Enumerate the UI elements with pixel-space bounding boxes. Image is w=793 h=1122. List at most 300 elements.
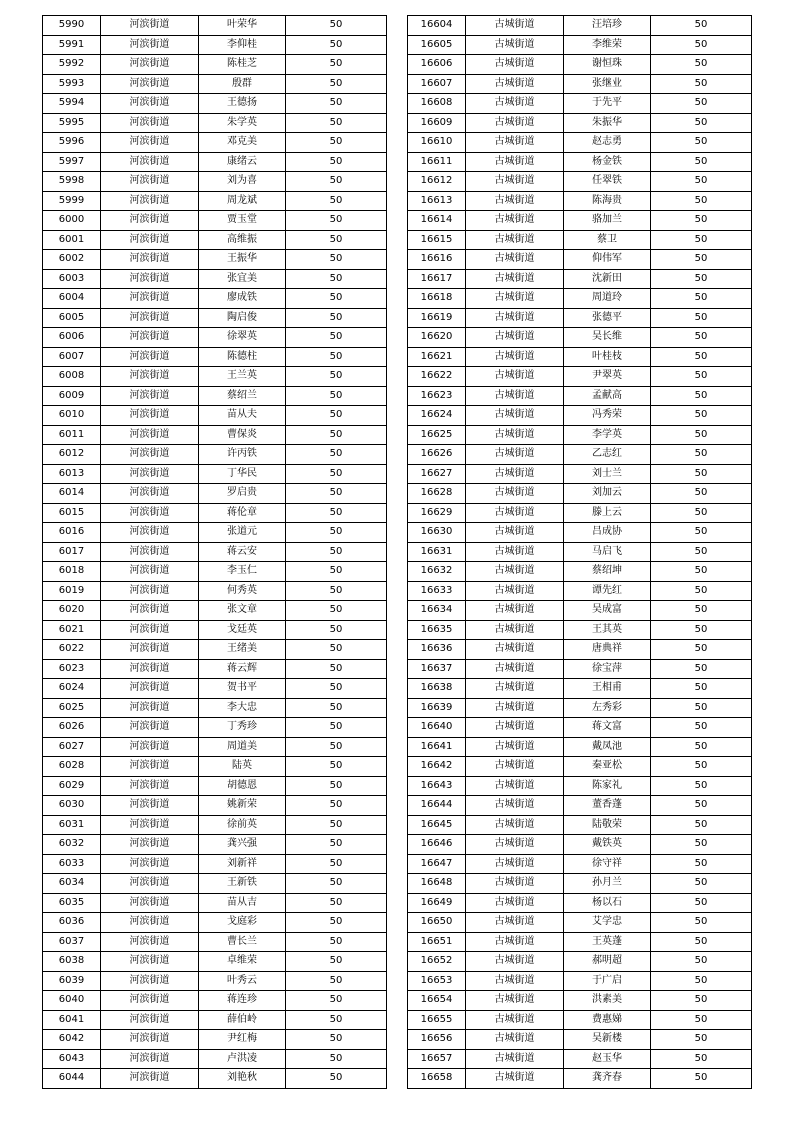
cell-street: 古城街道 [466,913,564,933]
cell-number: 6022 [43,640,101,660]
cell-street: 河滨街道 [101,16,199,36]
cell-name: 王其英 [564,620,651,640]
cell-amount: 50 [286,874,387,894]
cell-name: 骆加兰 [564,211,651,231]
cell-number: 6039 [43,971,101,991]
cell-amount: 50 [286,503,387,523]
cell-name: 许丙铁 [199,445,286,465]
table-row [408,737,752,757]
cell-amount: 50 [286,776,387,796]
cell-street: 古城街道 [466,952,564,972]
cell-amount: 50 [651,289,752,309]
cell-amount: 50 [286,406,387,426]
cell-number: 5999 [43,191,101,211]
table-row [43,640,387,660]
cell-name: 丁秀珍 [199,718,286,738]
cell-name: 陈家礼 [564,776,651,796]
cell-number: 16633 [408,581,466,601]
cell-name: 任翠铁 [564,172,651,192]
table-row [43,289,387,309]
cell-name: 徐前英 [199,815,286,835]
table-row [43,464,387,484]
table-row [43,16,387,36]
cell-name: 曹保炎 [199,425,286,445]
cell-amount: 50 [286,737,387,757]
cell-amount: 50 [651,1069,752,1089]
cell-number: 16636 [408,640,466,660]
cell-amount: 50 [286,74,387,94]
table-row [408,971,752,991]
cell-amount: 50 [651,230,752,250]
cell-name: 叶秀云 [199,971,286,991]
cell-street: 河滨街道 [101,1069,199,1089]
cell-amount: 50 [286,698,387,718]
cell-name: 何秀英 [199,581,286,601]
table-row [43,971,387,991]
cell-name: 叶桂枝 [564,347,651,367]
cell-street: 河滨街道 [101,230,199,250]
cell-number: 16658 [408,1069,466,1089]
cell-name: 吴成富 [564,601,651,621]
table-row [408,640,752,660]
cell-street: 河滨街道 [101,913,199,933]
cell-amount: 50 [286,991,387,1011]
cell-amount: 50 [651,542,752,562]
cell-number: 6021 [43,620,101,640]
cell-number: 6033 [43,854,101,874]
cell-name: 杨以石 [564,893,651,913]
cell-street: 河滨街道 [101,523,199,543]
cell-amount: 50 [651,893,752,913]
cell-number: 6044 [43,1069,101,1089]
cell-street: 河滨街道 [101,211,199,231]
cell-amount: 50 [286,835,387,855]
cell-amount: 50 [651,269,752,289]
cell-name: 龚兴强 [199,835,286,855]
cell-number: 16610 [408,133,466,153]
table-row [43,152,387,172]
cell-name: 张道元 [199,523,286,543]
cell-amount: 50 [286,1030,387,1050]
table-row [43,815,387,835]
cell-amount: 50 [286,250,387,270]
cell-amount: 50 [286,191,387,211]
cell-number: 6012 [43,445,101,465]
cell-name: 左秀彩 [564,698,651,718]
cell-street: 古城街道 [466,347,564,367]
cell-street: 古城街道 [466,601,564,621]
cell-name: 蒋伦章 [199,503,286,523]
cell-name: 吴新楼 [564,1030,651,1050]
cell-name: 马启飞 [564,542,651,562]
cell-name: 贾玉堂 [199,211,286,231]
cell-name: 谭先红 [564,581,651,601]
cell-street: 河滨街道 [101,581,199,601]
cell-amount: 50 [651,1010,752,1030]
cell-name: 蒋连珍 [199,991,286,1011]
cell-number: 16617 [408,269,466,289]
cell-name: 张宜美 [199,269,286,289]
cell-street: 河滨街道 [101,640,199,660]
cell-number: 16647 [408,854,466,874]
cell-number: 5997 [43,152,101,172]
cell-amount: 50 [286,932,387,952]
cell-amount: 50 [286,620,387,640]
cell-name: 张德平 [564,308,651,328]
cell-street: 河滨街道 [101,620,199,640]
table-row [408,230,752,250]
cell-number: 16630 [408,523,466,543]
cell-name: 艾学忠 [564,913,651,933]
table-row [408,55,752,75]
cell-name: 于先平 [564,94,651,114]
cell-number: 16627 [408,464,466,484]
table-row [43,562,387,582]
table-row [43,679,387,699]
cell-street: 古城街道 [466,425,564,445]
cell-name: 张文章 [199,601,286,621]
table-row [43,328,387,348]
cell-street: 河滨街道 [101,1010,199,1030]
cell-street: 河滨街道 [101,328,199,348]
cell-amount: 50 [286,796,387,816]
table-row [43,133,387,153]
cell-name: 孙月兰 [564,874,651,894]
cell-number: 16606 [408,55,466,75]
cell-street: 古城街道 [466,932,564,952]
cell-number: 6040 [43,991,101,1011]
cell-number: 5995 [43,113,101,133]
cell-amount: 50 [286,269,387,289]
cell-number: 6030 [43,796,101,816]
cell-number: 16624 [408,406,466,426]
cell-name: 徐宝萍 [564,659,651,679]
cell-number: 16644 [408,796,466,816]
cell-amount: 50 [286,952,387,972]
cell-number: 6011 [43,425,101,445]
cell-street: 河滨街道 [101,503,199,523]
cell-amount: 50 [286,640,387,660]
cell-amount: 50 [651,503,752,523]
cell-street: 古城街道 [466,854,564,874]
cell-number: 6036 [43,913,101,933]
table-row [43,932,387,952]
cell-amount: 50 [286,913,387,933]
cell-number: 16654 [408,991,466,1011]
cell-number: 16650 [408,913,466,933]
cell-amount: 50 [286,542,387,562]
cell-name: 王德扬 [199,94,286,114]
cell-name: 费惠娣 [564,1010,651,1030]
cell-street: 古城街道 [466,152,564,172]
cell-number: 6032 [43,835,101,855]
table-row [43,991,387,1011]
cell-name: 李大忠 [199,698,286,718]
cell-number: 16623 [408,386,466,406]
cell-number: 16632 [408,562,466,582]
cell-street: 河滨街道 [101,991,199,1011]
cell-number: 6002 [43,250,101,270]
cell-street: 古城街道 [466,406,564,426]
cell-street: 河滨街道 [101,776,199,796]
cell-name: 朱学英 [199,113,286,133]
cell-amount: 50 [286,328,387,348]
cell-street: 河滨街道 [101,796,199,816]
cell-amount: 50 [286,893,387,913]
table-row [408,679,752,699]
table-row [408,503,752,523]
cell-amount: 50 [286,971,387,991]
cell-amount: 50 [651,152,752,172]
cell-number: 5993 [43,74,101,94]
cell-amount: 50 [651,523,752,543]
cell-name: 冯秀荣 [564,406,651,426]
table-row [408,386,752,406]
cell-name: 王新铁 [199,874,286,894]
table-row [408,815,752,835]
cell-name: 蒋云辉 [199,659,286,679]
table-row [43,367,387,387]
cell-amount: 50 [286,386,387,406]
cell-number: 16605 [408,35,466,55]
cell-street: 古城街道 [466,503,564,523]
table-row [43,74,387,94]
cell-street: 河滨街道 [101,1030,199,1050]
cell-number: 5991 [43,35,101,55]
cell-name: 李学英 [564,425,651,445]
cell-number: 16652 [408,952,466,972]
cell-name: 戴铁英 [564,835,651,855]
cell-street: 古城街道 [466,211,564,231]
cell-street: 河滨街道 [101,289,199,309]
cell-amount: 50 [286,854,387,874]
table-row [43,757,387,777]
cell-name: 戴凤池 [564,737,651,757]
table-row [408,854,752,874]
cell-number: 16607 [408,74,466,94]
cell-amount: 50 [651,172,752,192]
cell-name: 吴长维 [564,328,651,348]
cell-street: 河滨街道 [101,172,199,192]
cell-amount: 50 [651,425,752,445]
table-row [43,952,387,972]
cell-amount: 50 [286,55,387,75]
cell-number: 5990 [43,16,101,36]
cell-amount: 50 [651,659,752,679]
cell-name: 曹长兰 [199,932,286,952]
cell-amount: 50 [651,620,752,640]
cell-amount: 50 [651,952,752,972]
cell-street: 古城街道 [466,737,564,757]
cell-number: 6014 [43,484,101,504]
cell-name: 邓克美 [199,133,286,153]
table-row [408,1069,752,1089]
cell-street: 河滨街道 [101,425,199,445]
cell-name: 叶荣华 [199,16,286,36]
cell-amount: 50 [651,328,752,348]
cell-street: 河滨街道 [101,308,199,328]
table-row [43,854,387,874]
cell-amount: 50 [651,94,752,114]
cell-amount: 50 [651,562,752,582]
cell-number: 6038 [43,952,101,972]
cell-amount: 50 [286,718,387,738]
cell-name: 蒋文富 [564,718,651,738]
cell-amount: 50 [286,367,387,387]
cell-street: 河滨街道 [101,1049,199,1069]
cell-name: 贺书平 [199,679,286,699]
table-row [43,1030,387,1050]
left-table [42,15,387,1089]
table-row [43,445,387,465]
cell-number: 16616 [408,250,466,270]
cell-name: 尹红梅 [199,1030,286,1050]
table-row [43,874,387,894]
cell-amount: 50 [651,1030,752,1050]
cell-street: 河滨街道 [101,698,199,718]
cell-number: 16642 [408,757,466,777]
cell-number: 6031 [43,815,101,835]
cell-number: 16619 [408,308,466,328]
cell-amount: 50 [651,113,752,133]
cell-name: 谢恒珠 [564,55,651,75]
cell-name: 刘新祥 [199,854,286,874]
cell-street: 古城街道 [466,698,564,718]
cell-name: 周道美 [199,737,286,757]
cell-amount: 50 [286,757,387,777]
cell-number: 16611 [408,152,466,172]
cell-number: 6024 [43,679,101,699]
cell-amount: 50 [651,16,752,36]
cell-name: 朱振华 [564,113,651,133]
cell-name: 康绪云 [199,152,286,172]
table-row [43,503,387,523]
cell-amount: 50 [286,35,387,55]
cell-name: 王绪美 [199,640,286,660]
cell-amount: 50 [651,601,752,621]
cell-amount: 50 [286,211,387,231]
cell-name: 廖成铁 [199,289,286,309]
cell-name: 王相甫 [564,679,651,699]
cell-amount: 50 [651,386,752,406]
cell-street: 古城街道 [466,113,564,133]
table-row [408,35,752,55]
cell-number: 6017 [43,542,101,562]
cell-street: 河滨街道 [101,191,199,211]
table-row [43,484,387,504]
cell-street: 古城街道 [466,874,564,894]
cell-name: 郝明超 [564,952,651,972]
table-row [43,737,387,757]
cell-number: 6007 [43,347,101,367]
cell-street: 古城街道 [466,542,564,562]
cell-number: 6004 [43,289,101,309]
cell-number: 16620 [408,328,466,348]
cell-number: 5996 [43,133,101,153]
cell-number: 16646 [408,835,466,855]
table-row [408,211,752,231]
cell-amount: 50 [651,484,752,504]
cell-street: 河滨街道 [101,562,199,582]
cell-amount: 50 [651,464,752,484]
cell-amount: 50 [286,1049,387,1069]
table-row [43,1069,387,1089]
cell-street: 河滨街道 [101,347,199,367]
cell-name: 胡德恩 [199,776,286,796]
cell-amount: 50 [651,932,752,952]
cell-number: 6023 [43,659,101,679]
cell-number: 16655 [408,1010,466,1030]
cell-street: 古城街道 [466,581,564,601]
table-row [43,94,387,114]
cell-street: 河滨街道 [101,737,199,757]
table-row [43,55,387,75]
cell-amount: 50 [651,308,752,328]
table-row [43,386,387,406]
cell-amount: 50 [286,659,387,679]
cell-number: 16628 [408,484,466,504]
cell-street: 古城街道 [466,94,564,114]
cell-amount: 50 [286,133,387,153]
cell-street: 古城街道 [466,308,564,328]
cell-street: 古城街道 [466,230,564,250]
cell-name: 薛伯岭 [199,1010,286,1030]
table-row [408,308,752,328]
table-row [408,776,752,796]
cell-name: 洪素美 [564,991,651,1011]
table-row [408,523,752,543]
cell-number: 16653 [408,971,466,991]
cell-amount: 50 [651,347,752,367]
cell-amount: 50 [286,484,387,504]
cell-amount: 50 [651,55,752,75]
cell-street: 河滨街道 [101,386,199,406]
table-row [408,152,752,172]
cell-name: 刘为喜 [199,172,286,192]
cell-amount: 50 [651,796,752,816]
cell-amount: 50 [651,874,752,894]
table-row [408,16,752,36]
cell-number: 6019 [43,581,101,601]
table-row [43,425,387,445]
cell-amount: 50 [286,1069,387,1089]
cell-name: 沈新田 [564,269,651,289]
cell-amount: 50 [651,835,752,855]
cell-street: 河滨街道 [101,679,199,699]
cell-number: 5992 [43,55,101,75]
cell-name: 赵志勇 [564,133,651,153]
cell-street: 古城街道 [466,328,564,348]
cell-street: 古城街道 [466,1069,564,1089]
cell-street: 河滨街道 [101,55,199,75]
cell-number: 16604 [408,16,466,36]
cell-amount: 50 [651,367,752,387]
cell-name: 徐翠英 [199,328,286,348]
cell-number: 6037 [43,932,101,952]
table-row [408,796,752,816]
table-row [43,718,387,738]
cell-street: 古城街道 [466,464,564,484]
cell-amount: 50 [286,113,387,133]
cell-street: 古城街道 [466,991,564,1011]
cell-street: 河滨街道 [101,952,199,972]
cell-number: 6034 [43,874,101,894]
table-row [408,562,752,582]
table-row [408,464,752,484]
cell-number: 16657 [408,1049,466,1069]
cell-street: 河滨街道 [101,854,199,874]
table-row [43,308,387,328]
